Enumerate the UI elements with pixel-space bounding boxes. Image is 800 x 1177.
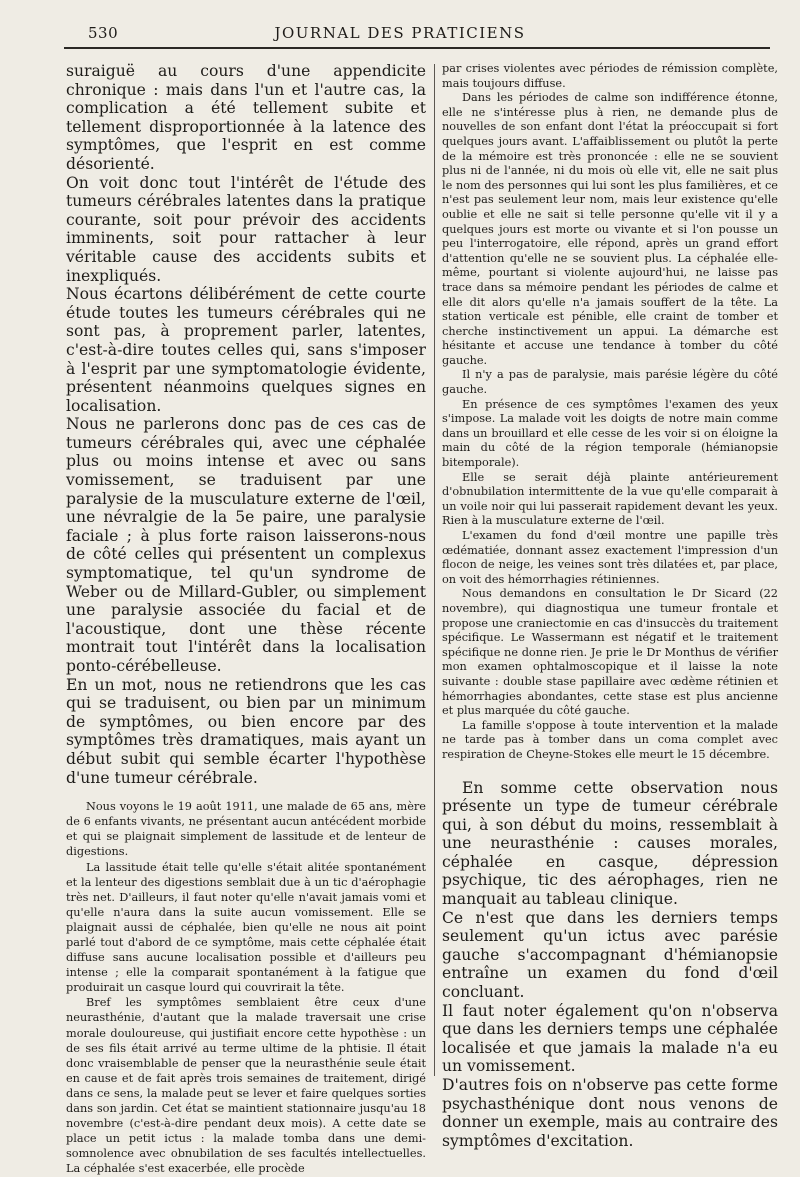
paragraph: suraiguë au cours d'une appendicite chronique : mais dans l'un et l'autre cas, la complication a été tellement subite et tellement disproportionnée à la latence des symptômes, que l'esprit en est comme désorienté. — [66, 62, 426, 173]
column-divider — [434, 64, 435, 1076]
paragraph: D'autres fois on n'observe pas cette forme psychasthénique dont nous venons de donner un exemple, mais au contraire des symptômes d'excitation. — [442, 1076, 778, 1150]
paragraph: On voit donc tout l'intérêt de l'étude des tumeurs cérébrales latentes dans la pratique courante, soit pour prévoir des accidents imminents, soit pour rattacher à leur véritable cause des accidents subits et inexpliqués. — [66, 173, 426, 285]
header-rule — [64, 47, 770, 49]
paragraph: Nous ne parlerons donc pas de ces cas de tumeurs cérébrales qui, avec une céphalée plus ou moins intense et avec ou sans vomissement, se traduisent par une paralysie de la musculature externe de l'œil, une névralgie de la 5e paire, une paralysie faciale ; à plus forte raison laisserons-nous de côté celles qui présentent un complexus symptomatique, tel qu'un syndrome de Weber ou de Millard-Gubler, ou simplement une paralysie associée du facial et de l'acoustique, dont une thèse récente montrait tout l'intérêt dans la localisation ponto-cérébelleuse. — [66, 415, 426, 675]
paragraph: En un mot, nous ne retiendrons que les cas qui se traduisent, ou bien par un minimum de symptômes, ou bien encore par des symptômes très dramatiques, mais ayant un début subit qui semble écarter l'hypothèse d'une tumeur cérébrale. — [66, 675, 426, 787]
case-paragraph: La famille s'oppose à toute intervention et la malade ne tarde pas à tomber dans un coma complet avec respiration de Cheyne-Stokes elle meurt le 15 décembre. — [442, 718, 778, 761]
case-paragraph: par crises violentes avec périodes de rémission complète, mais toujours diffuse. — [442, 62, 778, 90]
paragraph: Nous écartons délibérément de cette courte étude toutes les tumeurs cérébrales qui ne sont pas, à proprement parler, latentes, c'est-à-dire toutes celles qui, sans s'imposer à l'esprit par une symptomatologie évidente, présentent néanmoins quelques signes en localisation. — [66, 285, 426, 415]
page-number: 530 — [88, 24, 119, 42]
case-paragraph: Il n'y a pas de paralysie, mais parésie légère du côté gauche. — [442, 368, 778, 397]
case-paragraph: Nous demandons en consultation le Dr Sicard (22 novembre), qui diagnostiqua une tumeur frontale et propose une craniectomie en cas d'insuccès du traitement spécifique. Le Wassermann est négatif et le traitement spécifique ne donne rien. Je prie le Dr Monthus de vérifier mon examen ophtalmoscopique et il laisse la note suivante : double stase papillaire avec œdème rétinien et hémorrhagies abondantes, cette stase est plus ancienne et plus marquée du côté gauche. — [442, 587, 778, 718]
journal-title: JOURNAL DES PRATICIENS — [274, 24, 526, 42]
paragraph: En somme cette observation nous présente un type de tumeur cérébrale qui, à son début du moins, ressemblait à une neurasthénie : causes morales, céphalée en casque, dépression psychique, tic des aérophages, rien ne manquait au tableau clinique. — [442, 778, 778, 909]
case-paragraph: Dans les périodes de calme son indifférence étonne, elle ne s'intéresse plus à rien, ne demande plus de nouvelles de son enfant dont l'état la préoccupait si fort quelques jours avant. L'affaiblissement ou plutôt la perte de la mémoire est très prononcée : elle ne se souvient plus ni de l'année, ni du mois où elle vit, elle ne sait plus le nom des personnes qui lui sont les plus familières, et ce n'est pas seulement leur nom, mais leur existence qu'elle oublie et elle ne sait si telle personne qu'elle vit il y a quelques jours est morte ou vivante et si l'on pousse un peu l'interrogatoire, elle répond, après un grand effort d'attention qu'elle ne se souvient plus. La céphalée elle-même, pourtant si violente aujourd'hui, ne laisse pas trace dans sa mémoire pendant les périodes de calme et elle dit alors qu'elle n'a jamais souffert de la tête. La station verticale est pénible, elle craint de tomber et cherche instinctivement un appui. La démarche est hésitante et accuse une tendance à tomber du côté gauche. — [442, 91, 778, 367]
left-column — [66, 62, 426, 1177]
paragraph: Ce n'est que dans les derniers temps seulement qu'un ictus avec parésie gauche s'accompagnant d'hémianopsie entraîne un examen du fond d'œil concluant. — [442, 908, 778, 1002]
case-paragraph: En présence de ces symptômes l'examen des yeux s'impose. La malade voit les doigts de notre main comme dans un brouillard et elle cesse de les voir si on éloigne la main du côté de la région temporale (hémianopsie bitemporale). — [442, 397, 778, 470]
case-paragraph: Nous voyons le 19 août 1911, une malade de 65 ans, mère de 6 enfants vivants, ne présentant aucun antécédent morbide et qui se plaignait simplement de lassitude et de lenteur de digestions. — [66, 800, 426, 859]
case-paragraph: Bref les symptômes semblaient être ceux d'une neurasthénie, d'autant que la malade traversait une crise morale douloureuse, qui justifiait encore cette hypothèse : un de ses fils était arrivé au terme ultime de la phtisie. Il était donc vraisemblable de penser que la neurasthénie seule était en cause et de fait après trois semaines de traitement, dirigé dans ce sens, la malade peut se lever et faire quelques sorties dans son jardin. Cet état se maintient stationnaire jusqu'au 18 novembre (c'est-à-dire pendant deux mois). A cette date se place un petit ictus : la malade tomba dans une demi-somnolence avec obnubilation de ses facultés intellectuelles. La céphalée s'est exacerbée, elle procède — [66, 996, 426, 1176]
right-column — [442, 62, 778, 1150]
case-paragraph: La lassitude était telle qu'elle s'était alitée spontanément et la lenteur des digestions semblait due à un tic d'aérophagie très net. D'ailleurs, il faut noter qu'elle n'avait jamais vomi et qu'elle n'aura dans la suite aucun vomissement. Elle se plaignait aussi de céphalée, bien qu'elle ne nous ait point parlé tout d'abord de ce symptôme, mais cette céphalée était diffuse sans aucune localisation possible et d'ailleurs peu intense ; elle la comparait spontanément à la fatigue que produirait un casque lourd qui couvrirait la tête. — [66, 860, 426, 995]
case-paragraph: L'examen du fond d'œil montre une papille très œdématiée, donnant assez exactement l'impression d'un flocon de neige, les veines sont très dilatées et, par place, on voit des hémorrhagies rétiniennes. — [442, 529, 778, 586]
paragraph: Il faut noter également qu'on n'observa que dans les derniers temps une céphalée localisée et que jamais la malade n'a eu un vomissement. — [442, 1001, 778, 1076]
case-paragraph: Elle se serait déjà plainte antérieurement d'obnubilation intermittente de la vue qu'elle comparait à un voile noir qui lui passerait rapidement devant les yeux. Rien à la musculature externe de l'œil. — [442, 470, 778, 528]
